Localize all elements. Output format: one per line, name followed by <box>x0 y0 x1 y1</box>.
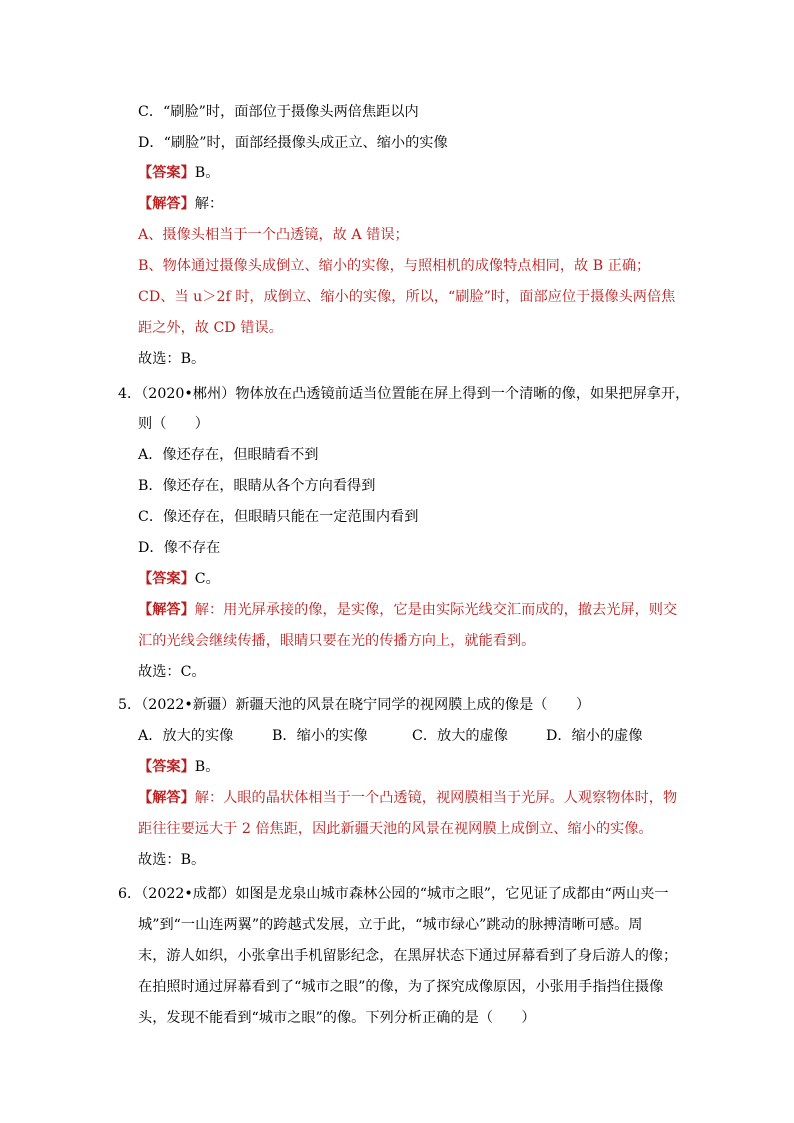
q4-answer <box>138 569 220 589</box>
prev-option-c: C．“刷脸”时，面部位于摄像头两倍焦距以内 <box>138 104 419 120</box>
prev-choose: 故选：B。 <box>138 351 206 367</box>
analysis-text: 解：人眼的晶状体相当于一个凸透镜，视网膜相当于光屏。人观察物体时，物 <box>194 790 678 806</box>
q6-stem-line: 头，发现不能看到“城市之眼”的像。下列分析正确的是（ ） <box>138 1010 536 1026</box>
answer-value: B。 <box>194 165 220 181</box>
prev-analysis-header <box>138 194 223 214</box>
prev-answer <box>138 163 219 183</box>
q5-answer <box>138 757 219 777</box>
q4-option-d: D．像不存在 <box>138 540 221 556</box>
answer-tag: 【答案】 <box>138 165 195 181</box>
prev-analysis-line: 距之外，故 CD 错误。 <box>138 320 283 336</box>
prev-analysis-line: B、物体通过摄像头成倒立、缩小的实像，与照相机的成像特点相同，故 B 正确； <box>138 258 651 274</box>
q6-stem-line: 在拍照时通过屏幕看到了“城市之眼”的像，为了探究成像原因，小张用手指挡住摄像 <box>138 979 664 995</box>
q5-option-b: B．缩小的实像 <box>272 728 368 744</box>
analysis-text: 解：用光屏承接的像，是实像，它是由实际光线交汇而成的，撤去光屏，则交 <box>194 602 678 618</box>
q6-stem-line: 末，游人如织，小张拿出手机留影纪念，在黑屏状态下通过屏幕看到了身后游人的像； <box>138 948 678 964</box>
q4-analysis-line1 <box>138 600 677 620</box>
q5-stem: 5．（2022•新疆）新疆天池的风景在晓宁同学的视网膜上成的像是（ ） <box>118 697 591 713</box>
q6-stem-line: 6．（2022•成都）如图是龙泉山城市森林公园的“城市之眼”，它见证了成都由“两山夹一 <box>118 886 669 902</box>
q5-analysis-line2: 距往往要远大于 2 倍焦距，因此新疆天池的风景在视网膜上成倒立、缩小的实像。 <box>138 821 653 837</box>
q4-choose: 故选：C。 <box>138 664 206 680</box>
q4-stem-line2: 则（ ） <box>138 416 209 432</box>
q6-stem-line: 城”到“一山连两翼”的跨越式发展，立于此，“城市绿心”跳动的脉搏清晰可感。周 <box>138 917 643 933</box>
analysis-tag: 【解答】 <box>138 790 195 806</box>
answer-value: C。 <box>194 571 220 587</box>
q5-option-a: A．放大的实像 <box>138 728 234 744</box>
answer-tag: 【答案】 <box>138 571 195 587</box>
q5-option-c: C．放大的虚像 <box>412 728 508 744</box>
q5-choose: 故选：B。 <box>138 852 206 868</box>
q4-option-b: B．像还存在，眼睛从各个方向看得到 <box>138 478 376 494</box>
prev-option-d: D．“刷脸”时，面部经摄像头成正立、缩小的实像 <box>138 135 448 151</box>
prev-analysis-line: CD、当 u＞2f 时，成倒立、缩小的实像，所以，“刷脸”时，面部应位于摄像头两倍焦 <box>138 289 676 305</box>
q4-option-a: A．像还存在，但眼睛看不到 <box>138 447 319 463</box>
answer-tag: 【答案】 <box>138 759 195 775</box>
analysis-tag: 【解答】 <box>138 196 195 212</box>
analysis-tag: 【解答】 <box>138 602 195 618</box>
prev-analysis-line: A、摄像头相当于一个凸透镜，故 A 错误； <box>138 227 409 243</box>
q4-analysis-line2: 汇的光线会继续传播，眼睛只要在光的传播方向上，就能看到。 <box>138 633 536 649</box>
q4-stem-line1: 4．（2020•郴州）物体放在凸透镜前适当位置能在屏上得到一个清晰的像，如果把屏拿开， <box>118 386 690 402</box>
answer-value: B。 <box>194 759 220 775</box>
analysis-intro: 解： <box>194 196 224 212</box>
q4-option-c: C．像还存在，但眼睛只能在一定范围内看到 <box>138 509 419 525</box>
q5-option-d: D．缩小的虚像 <box>546 728 643 744</box>
q5-analysis-line1 <box>138 788 677 808</box>
